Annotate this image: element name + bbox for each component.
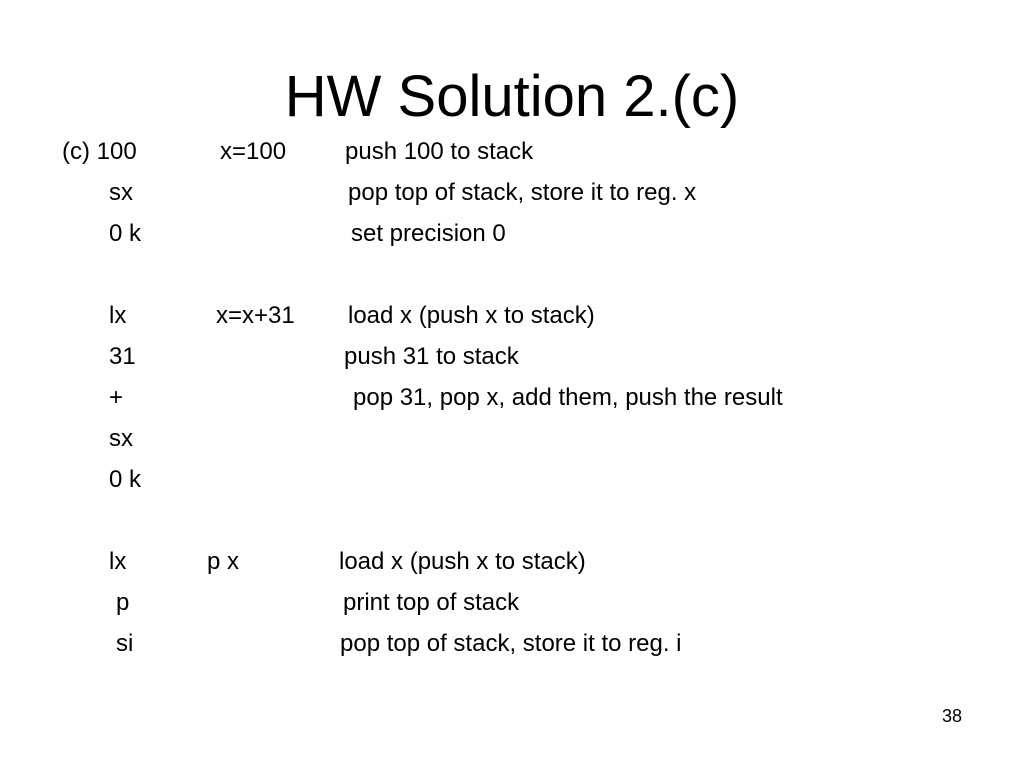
description-text: pop top of stack, store it to reg. i bbox=[340, 630, 682, 657]
expression-text: x=x+31 bbox=[216, 302, 295, 329]
code-line bbox=[0, 465, 1024, 495]
expression-text: p x bbox=[207, 548, 240, 575]
description-text: push 31 to stack bbox=[344, 343, 519, 370]
description-text: load x (push x to stack) bbox=[348, 302, 595, 329]
command-text: lx bbox=[109, 302, 127, 329]
code-line bbox=[0, 342, 1024, 372]
command-text: 0 k bbox=[109, 466, 142, 493]
command-text: lx bbox=[109, 548, 127, 575]
description-text: print top of stack bbox=[343, 589, 520, 616]
description-text: set precision 0 bbox=[351, 220, 506, 247]
description-text: push 100 to stack bbox=[345, 138, 534, 165]
code-line bbox=[0, 137, 1024, 167]
description-text: load x (push x to stack) bbox=[339, 548, 586, 575]
code-line bbox=[0, 383, 1024, 413]
code-line bbox=[0, 588, 1024, 618]
code-line bbox=[0, 629, 1024, 659]
command-text: 31 bbox=[109, 343, 136, 370]
command-text: p bbox=[116, 589, 130, 616]
expression-text: x=100 bbox=[220, 138, 287, 165]
code-line bbox=[0, 424, 1024, 454]
code-line bbox=[0, 219, 1024, 249]
command-text: (c) 100 bbox=[62, 138, 137, 165]
code-line bbox=[0, 547, 1024, 577]
slide-title: HW Solution 2.(c) bbox=[284, 64, 740, 129]
code-line bbox=[0, 301, 1024, 331]
page-number: 38 bbox=[941, 706, 962, 726]
command-text: 0 k bbox=[109, 220, 142, 247]
command-text: + bbox=[109, 384, 124, 411]
code-line bbox=[0, 178, 1024, 208]
command-text: si bbox=[116, 630, 134, 657]
description-text: pop top of stack, store it to reg. x bbox=[348, 179, 697, 206]
command-text: sx bbox=[109, 425, 133, 452]
description-text: pop 31, pop x, add them, push the result bbox=[353, 384, 783, 411]
command-text: sx bbox=[109, 179, 133, 206]
